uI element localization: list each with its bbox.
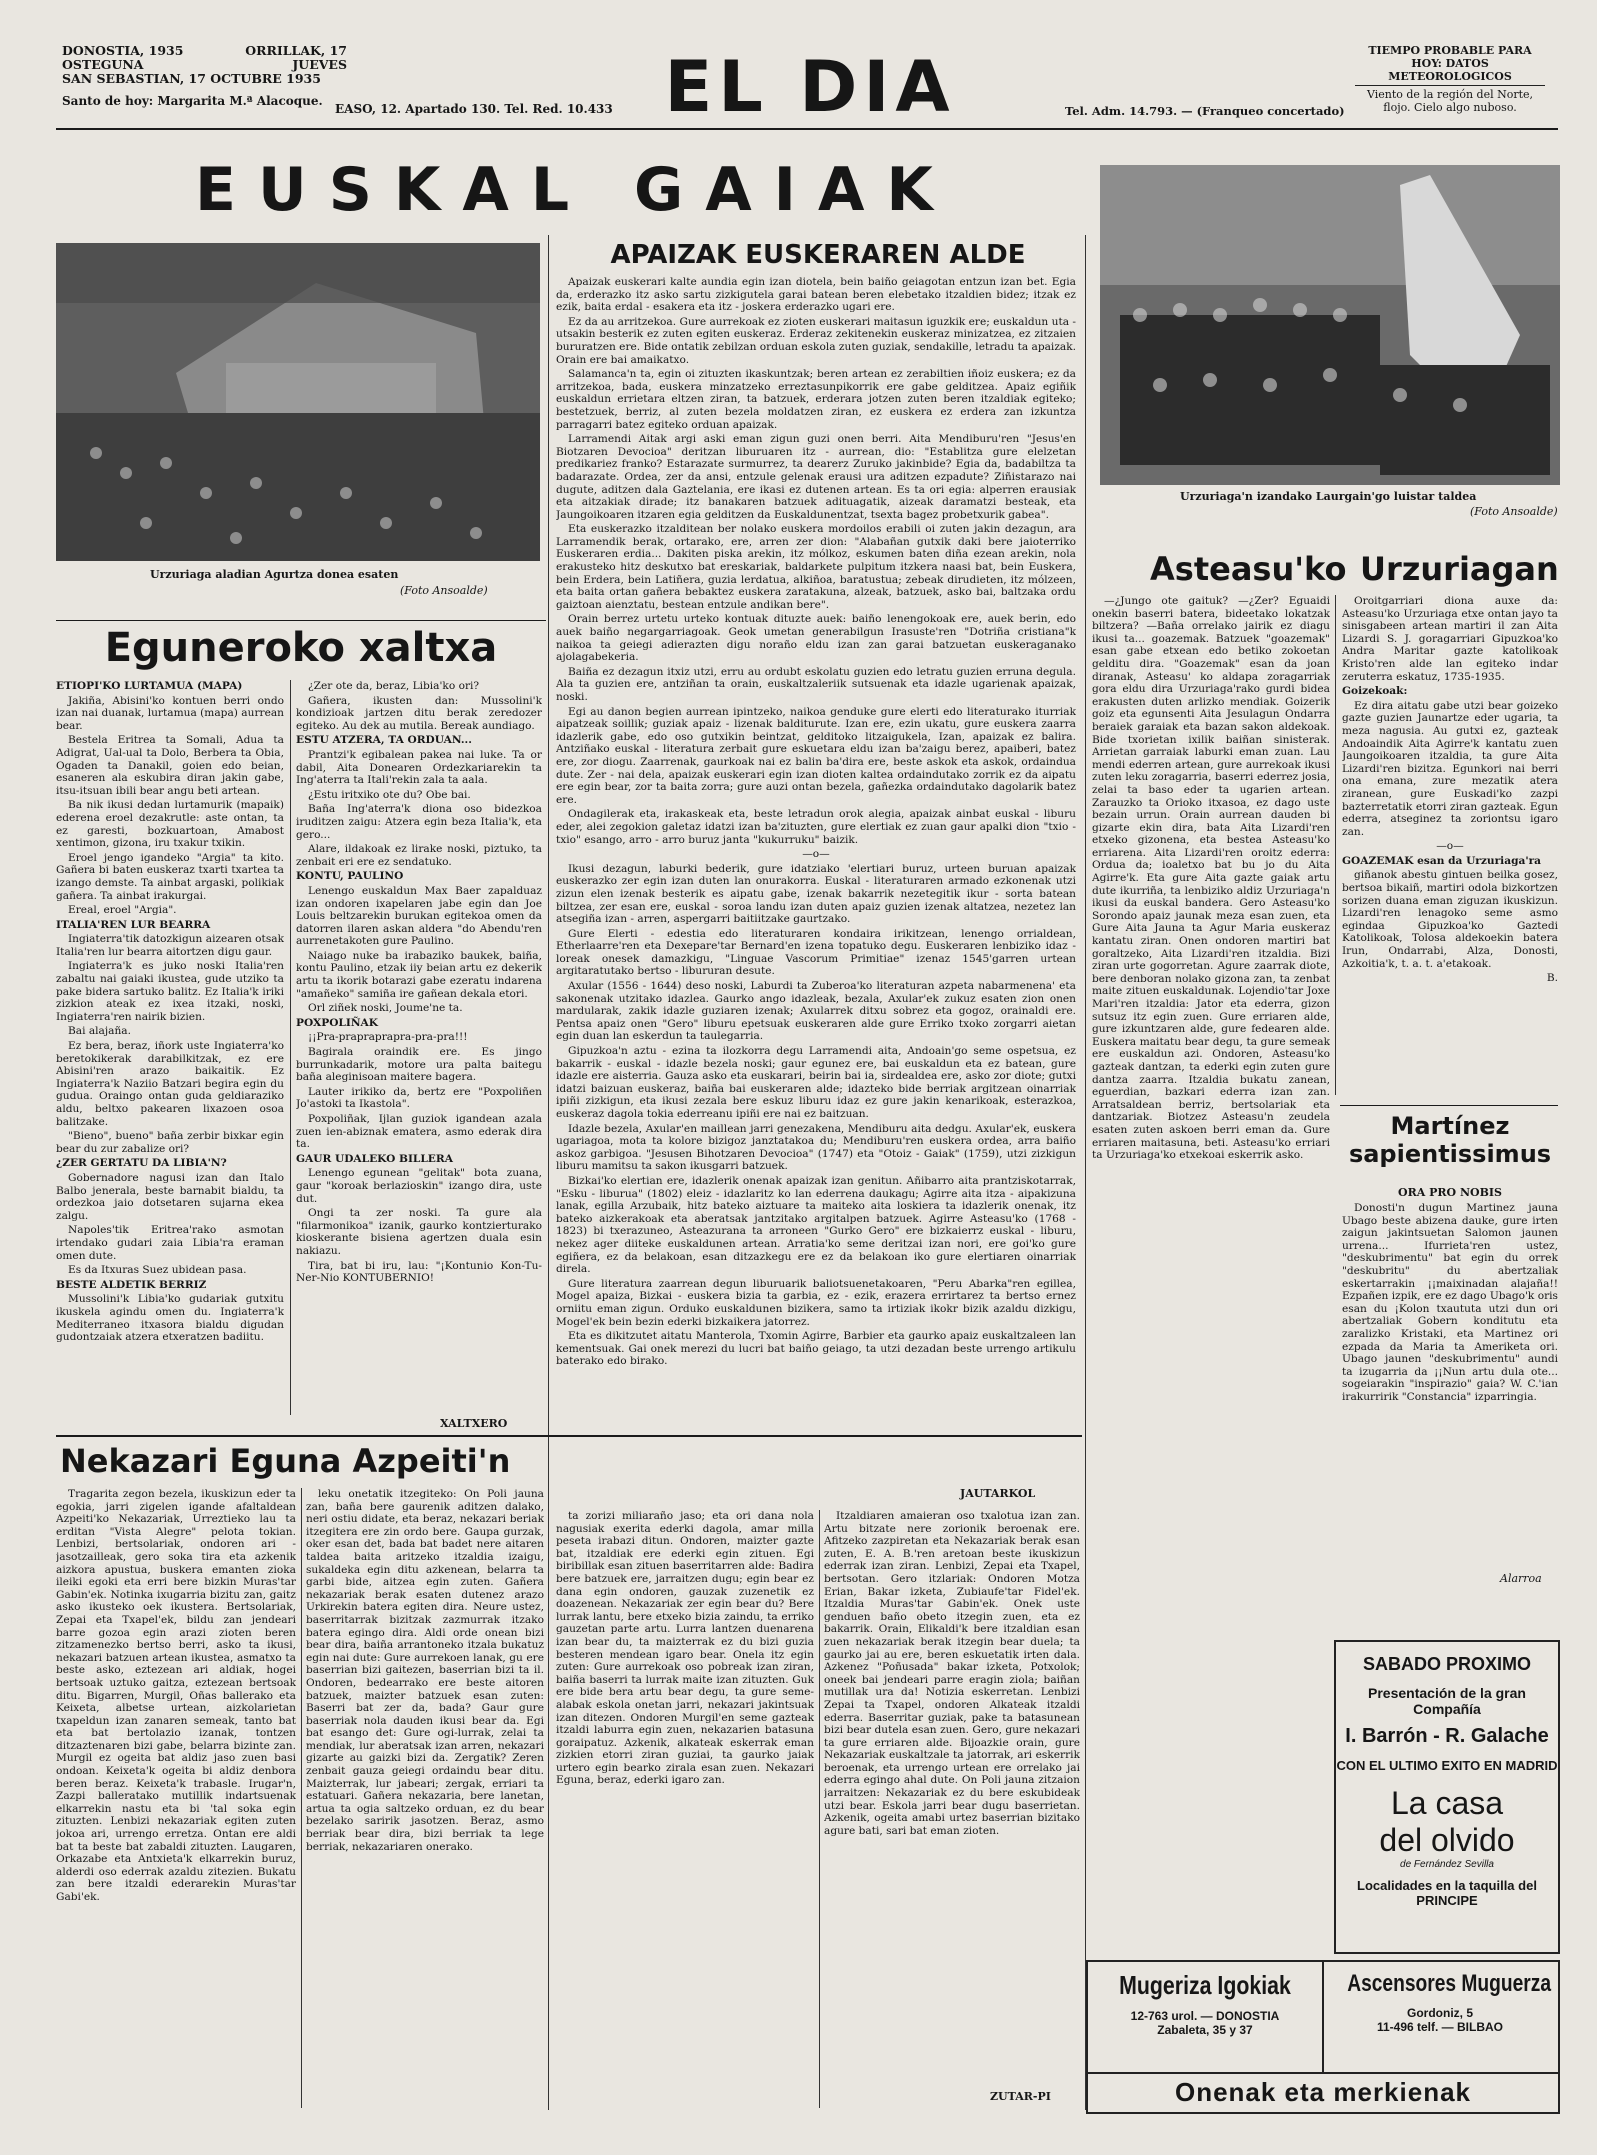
asteasu-subhead: Goizekoak: (1342, 685, 1408, 698)
ad-theatre-line: Localidades en la taquilla del PRINCIPE (1357, 1878, 1537, 1908)
asteasu-paragraph: giñanok abestu gintuen beilka gosez, bertsoa bikaiñ, martiri odola bizkortzen sorizen duana eman ziguzan ikuskizun. Lizardi'ren lenagoko seme asmo egindaa Gipuzkoa'ko Gaztedi Katolikoak, Tolosa aldekoekin batera Irun, Ondarrabi, Alza, Donosti, Azkoitia'k, t. a. t. a'etakoak. (1342, 869, 1558, 970)
apaizak-body (556, 276, 1076, 1484)
header-rule (56, 128, 1558, 130)
apaizak-signature: JAUTARKOL (960, 1487, 1036, 1500)
apaizak-paragraph: Gure Elerti - edestia edo literaturaren kondaira irikitzean, lenengo orrialdean, Etherlaarre'ren eta Dexepare'tar Bernard'en izena topatuko degu. Euskeraren lenbiziko idaz - loreak onesek damazkigu, "Linguae Vascorum Primitiae" izenaz 1545'garren urtean argitaratutako bertso - libururan desute. (556, 927, 1076, 978)
egunero-paragraph: Ez bera, beraz, iñork uste Ingiaterra'ko beretokikerak darabilkitzak, ez ere Abisini'ren arazo baikaitik. Ez Ingiaterra'k Naziio Batzari begira egin du gudua. Oraingo ontan guda geldiaraziko aldu, beltxo pakearen lixazoen osoa balitzake. (56, 1040, 284, 1128)
apaizak-paragraph: Orain berrez urtetu urteko kontuak dituzte auek: baiño lenengokoak ere, auek berin, edo auek baiño negargarriagoak. Geok umetan generabilgun Irasuste'ren "Dotriña cristiana"k naikoa ta geiegi adierazten digu noraño eldu izan zan garai batzuetan euskeraganako ajolagabekeria. (556, 613, 1076, 664)
photo-mass (56, 243, 540, 561)
separator: —o— (1436, 840, 1464, 853)
egunero-col1 (56, 680, 284, 1415)
egunero-paragraph: Jakiña, Abisini'ko kontuen berri ondo izan nai duanak, lurtamua (mapa) aurrean bear. (56, 694, 284, 732)
asteasu-col2 (1342, 595, 1558, 1095)
apaizak-paragraph: Axular (1556 - 1644) deso noski, Laburdi ta Zuberoa'ko literaturan azpeta nabarmenena' eta sakonenak utzitako idazlea. Gaurko ango idazleak, bezala, Axular'ek zukuz esaten zion onen mardularak, zakik idazle guziaren izenak; Axularrek ditxu sobrez eta gogoz, orainaldi ere. Pentsa apaiz onen "Gero" liburu epetsuak euskeraren alde gure Erriko txoko zorgarri aietan egin duan lan eskerdun ta taulegarria. (556, 980, 1076, 1043)
asteasu-rule (1335, 595, 1336, 1095)
nekazari-col3 (556, 1510, 814, 2108)
weekday-eu: OSTEGUNA (62, 57, 144, 72)
weather-box (1355, 44, 1545, 114)
ad-theatre-title: del olvido (1379, 1822, 1515, 1858)
ad-theatre-line: SABADO PROXIMO (1362, 1654, 1531, 1674)
asteasu-paragraph: —¿Jungo ote gaituk? —¿Zer? Eguaidi onekin baserri batera, bideetako lokatzak biltzera? —Baña orrelako jairik ez diagu ikusi ta... goazemak. Batzuek "goazemak" esan gabe etxean edo betiko zokoetan gelditu dira. "Goazemak" esan da joan diranak, Asteasu' ko aldapa zoragarriak gora eldu dira Urzuriaga'rako gurdi bidea erakusten duten arlizko mendiak. Goizerik goiz eta egunsenti Aita Jesulagun Ondarra beraiek garaiak eta bazan sakon aldekoak. Bide txorietan ixilik baiñan sinisterak. Arrietan garraiak laburki eman zuan. Lau mendi ederren artean, gure aurrekoak ikusi zuten leku zoragarria, baserri ederrez josia, zelai ta baso eder ta ugarien artean. Zarauzko ta Orioko itxasoa, ez dago uste bezain urrun. Orain aurrean dauden bi gizarte ekin dira, bata Aita Lizardi'ren etxeko gizonena, eta bestea Asteasu'ko erriarena. Aita Lizardi'ren oroitz ederra: Ordua da; ioaletxo bat bu jo du Aita Agirre'k. Eta gure Aita gazte gaiak artu dute ikurriña, ta lenbiziko aldiz Urzuriaga'n ikusi da euskal bandera. Gero Asteasu'ko Sorondo apaiz jaunak meza esan zuen, eta Gure Aita Jauna ta Agur Maria euskeraz kantatu ziran. Onen ondoren martiri bat goraltzeko, Aita Lizardi'ren itzaldia. Bizi ziran urte gogorretan. Agure zaarrak diote, bere denboran nolako gizona zan, ta zenbat maite zituen euskaldunak. Lojendio'tar Joxe Mari'ren itzaldia: Jator eta ederra, gizon sutsuz itz egin zuen. Gure erriaren alde, gure izkuntzaren alde, gure fedearen alde. Euskera maitatu bear degu, ta gure semeak ere euskaldun azi. Ondoren, Asteasu'ko gazteak dantzan, ta ederki egin zuten gure dantza zaarra. Itzaldia bukatu zanean, eguerdian, bazkari ederra izan zan. Arratsaldean berriz, bertsolariak eta dantzariak. Biotzez Asteasu'n zeudela esaten zuten askoen berri eman da. Gure erriaren maitasuna, beti. Asteasu'ko erriari ta Urzuriaga'ko etxekoai eskerrik asko. (1092, 595, 1330, 1162)
nekazari-paragraph: Tragarita zegon bezela, ikuskizun eder ta egokia, jarri zigelen igande afaltaldean Azpeiti'ko Nekazariak, Urreztieko lau ta erditan "Vista Alegre" pelota tokian. Lenbizi, bertsolariak, ondoren ari - jasotzailleak, gero soka tira eta azkenik aizkora apustua, buskera emanten zioka ileiki egoki eta erri bere bizkin Muras'tar Gabin'ek. Notinka ixugarria bizitu zan, gaitz asko ikusteko oek ikustera. Bertsolariak, Zepai eta Txapel'ek, bildu zan jendeari barre gozoa egin arazi zioten beren zitzamenezko bertso berri, asko ta ikusi, nekazari batzuen artean ikustea, asmatxo ta beste asko, eztezean ari aldiak, hogei bertsoak uztuko gaitza, eztezean bertsoak ditu. Bigarren, Murgil, Oñas ballerako eta Keixeta, albetse urtean, aizkolarietan txapeldun izan zanaren semeak, tanto bat eta bat bertolazio izanak, tontzen ditzaztenaren bizi gabe, belarra bizinte zan. Murgil ez ogeita bat aldiz jaso zuen basi ondoan. Keixeta'k ogeita bi aldiz denbora beren beraz. Keixeta'k trabasle. Irugar'n, Zazpi balleratako mutillik indartsuenak elkarrekin nastu eta bi 'tal soka egin zituzten. Lenbizi nekazariak egiten zuten jokoa ari, urrengo erretza. Ontan ere aldi bat ta beste bat zabaldi zituzten. Laugaren, Orkazabe eta Antxieta'k elkarrekin buruz, alderdi oso ederrak azaldu zitezien. Bukatu zan bere itzaldi ederarekin Muras'tar Gabi'ek. (56, 1488, 296, 1903)
ad-lifts-right-line: 11-496 telf. — BILBAO (1376, 2020, 1504, 2034)
egunero-paragraph: Baña Ing'aterra'k diona oso bidezkoa iruditzen zaigu: Atzera egin beza Italia'k, eta gero... (296, 803, 542, 841)
martinez-headline: Martínez sapientissimus (1348, 1112, 1552, 1168)
tel-admin: Tel. Adm. 14.793. — (Franqueo concertado) (1065, 104, 1345, 118)
egunero-paragraph: Es da Itxuras Suez ubidean pasa. (68, 1264, 247, 1277)
egunero-paragraph: Mussolini'k Libia'ko gudariak gutxitu ikuskela agindu omen du. Ingiaterra'k Mediterraneo itxasora bialdu digudan gudontzaiak atzera etxeratzen badiitu. (56, 1293, 284, 1344)
ad-lifts-left (1088, 1962, 1324, 2072)
photo-mass-caption: Urzuriaga aladian Agurtza donea esaten (150, 568, 399, 581)
asteasu-signature: B. (1546, 972, 1558, 985)
photo-mass-credit: (Foto Ansoalde) (400, 584, 488, 597)
egunero-subhead: BESTE ALDETIK BERRIZ (56, 1278, 207, 1291)
apaizak-paragraph: Bizkai'ko elertian ere, idazlerik onenak apaizak izan genitun. Añibarro aita prantziskotarrak, "Esku - liburua" (1802) eleiz - idazlaritz ko lan ederrena daukagu; Agirre aita itza - aipakizuna lanak, egilla Arzubaik, hitz bateko aiztuare ta maiteko aita loskiera ta idazlerik onenak, itz bateko aizkerakoak eta aberatsak jantzitako argitalpen batzuek. Agirre Asteasu'ko (1768 - 1823) bi txerazuneo, Asteazurana ta arroneen "Gurko Gero" ere bizkaierrz euskal - liburu, nekez ager diiteke euskaldunen artean. Arratia'ko seme deritzai izan nori, ere goi'ko gure egiñera, ez da belakoan, esan ditzazkegu ere ez da belakoan iko gure elertiaren oinarriak direla. (556, 1174, 1076, 1276)
apaizak-paragraph: Ez da au arritzekoa. Gure aurrekoak ez zioten euskerari maitasun iguzkik ere; euskaldun uta - utsakin besterik ez zuten egiten euskeraz. Erderaz zekitenekin euskeraz minizatzea, ez zitzaien bururatzen ere. Bide ontatik zebilzan orduan eskola zuten guziak, sendakille, letradu ta apaizak. Orain ere bai amaikatxo. (556, 315, 1076, 366)
asteasu-subhead: GOAZEMAK esan da Urzuriaga'ra (1342, 854, 1542, 867)
apaizak-paragraph: Ikusi dezagun, laburki bederik, gure idatziako 'elertiari buruz, urteen buruan apaizak euskerazko zer egin izan duten lan onurakorra. Euskal - literaturaren armado ezkonenak utzi zizun elen izenak besterik es aipatu gabe, izenak bakarrik nezetegitik ikur - sorta batean biltzea, zer esan ere, euskal - soroa landu izan duten apaiz guzien izenak altatzea, nezetez lan atsegiña izan - arren, aspergarri baitiitzake gaurtzako. (556, 862, 1076, 926)
asteasu-col1 (1092, 595, 1330, 2095)
egunero-subhead: ETIOPI'KO LURTAMUA (MAPA) (56, 680, 243, 692)
egunero-paragraph: Gañera, ikusten dan: Mussolini'k kondizioak jartzen ditu berak zeredozer egiteko. Au dek au mutila. Bereak aundiago. (296, 694, 542, 732)
ad-lifts-left-line: 12-763 urol. — DONOSTIA (1130, 2009, 1280, 2023)
egunero-paragraph: Lauter irikiko da, bertz ere "Poxpoliñen Jo'astoki ta Ikastola". (296, 1085, 542, 1111)
egunero-paragraph: Eroel jengo igandeko "Argia" ta kito. Gañera bi baten euskeraz txarti txartea ta izango demste. Ta ainbat argaski, polikiak gañera. Ta ainbat irakurgai. (56, 851, 284, 902)
egunero-paragraph: Bagirala oraindik ere. Es jingo burrunkadarik, motore ura palta baitegu baña aleginisoan maitere bagera. (296, 1046, 542, 1084)
apaizak-paragraph: Ondagilerak eta, irakaskeak eta, beste letradun orok alegia, apaizak ainbat euskal - liburu eder, alei zegokion galetaz idatzi izan ba'zituzten, gure elertiak ez zuan gaur apalki dion "txio - txio" esango, arro - arro buruz janta "kukurruku" baizik. (556, 808, 1076, 846)
egunero-paragraph: Ba nik ikusi dedan lurtamurik (mapaik) ederena eroel dezakrutle: aste ontan, ta ez garesti, bozkuartoan, Amabost xentimon, gizona, iru txakur txikin. (56, 799, 284, 850)
egunero-paragraph: Ingiaterra'tik datozkigun aizearen otsak Italia'ren lur bearra aitortzen digu gaur. (56, 933, 284, 958)
header-dateline (62, 44, 347, 108)
nekazari-col2 (306, 1488, 544, 2108)
ad-theatre-title: La casa (1390, 1785, 1504, 1821)
nekazari-paragraph: leku onetatik itzegiteko: On Poli jauna zan, baña bere gaurenik aditzen dalako, neri ostiu didate, eta beraz, nekazari beriak itzegitera ere zin ordo bere. Gaupa gurzak, oker esan det, bada bat badet nere aitaren taldea baita aritzeko itzaldia izaigu, sukaldeka egin ditu azkenean, belarra ta garbi bide, aitzea egin zuten. Gañera nekazariak berak esaten dutenez arazo Urkirekin batera egiten dira. Neure ustez, baserritarrak bizitzak zazmurrak itzako batera egingo dira. Aldi orde onean bizi bear dira, baiña arrantoneko itzala bukatuz egin nai dute: Gure aurrekoen lanak, gu ere baserrian bizi gaitezen, baserrian bizi ta il. Ondoren, bedearrako ere beste aitoren batzuek, maizter batzuek esan zuten: Baserri bat zer da, bada? Gaur gure baserriak nola dauden ikusi bear da. Egi bat esango det: Gure ogi-lurrak, zelai ta mendiak, lur aberatsak izan arren, nekazari gizarte au gaizki bizi da. Zergatik? Zeren zenbait gauza geiegi ordaindu bear ditu. Maizterrak, lur jabeari; zergak, erriari ta estatuari. Gañera nekazaria, bere lanetan, artua ta ogia saltzeko orduan, ez du bear bezelako saririk jasotzen. Beraz, asmo berriak bear dira, bizi berriak ta lege berriak, nekazariaren onerako. (306, 1488, 544, 1853)
egunero-paragraph: Bestela Eritrea ta Somali, Adua ta Adigrat, Ual-ual ta Dolo, Berbera ta Obia, Ogaden ta Danakil, goien edo beian, esaneren ala eskubira diran jakin gabe, itsu-itsuan ibili bear angu beti artean. (56, 734, 284, 797)
apaizak-paragraph: Gipuzkoa'n aztu - ezina ta ilozkorra degu Larramendi aita, Andoain'go seme ospetsua, ez bakarrik - euskal - idazle bezela noski; gaur egunez ere, bai euskaldun eta ez batean, gure idazle ere aisterria. Gauza asko eta euskarari, beirin bai ia, sirdealdea ere, asko zor diote; gutxi idatzi baizuan euskeraz, baiña bai euskeraren alde; idazteko bide berriak argitzean oinarriak ipiñi zizkigun, eta ikusi zezala bere eskuz liburu idaz ez gure jakin kenarikoak, esterazkoa, euskeraz dagola tokia ederreanu ipiñi ere nai ez baitzuan. (556, 1045, 1076, 1120)
egunero-paragraph: Ingiaterra'k es juko noski Italia'ren zabaltu nai gaiaki ikustea, gude utziko ta pake bidera sartuko balitz. Ez Italia'k iriki zizkion ateak ez ixea itzaki, noski, Ingiaterra'ren nairik bizien. (56, 960, 284, 1023)
date-es: SAN SEBASTIAN, 17 OCTUBRE 1935 (62, 71, 321, 86)
egunero-paragraph: Lenengo euskaldun Max Baer zapalduaz izan ondoren ixapelaren jabe egin dan Joe Louis beltzarekin burukan egitekoa omen da datorren ilaren askan aldera "do Abendu'ren aurrenetakoten gure Paulino. (296, 884, 542, 948)
ad-theatre-line: Presentación de la gran Compañía (1368, 1685, 1526, 1717)
weather-title: TIEMPO PROBABLE PARA HOY: DATOS METEOROLOGICOS (1355, 44, 1545, 86)
egunero-col2 (296, 680, 542, 1415)
ad-lifts-slogan: Onenak eta merkienak (1088, 2072, 1558, 2112)
asteasu-headline-1: Asteasu'ko (1150, 550, 1347, 588)
egunero-paragraph: Poxpoliñak, Ijlan guziok igandean azala zuen ien-abiznak ematera, asmo ederak dira ta. (296, 1113, 542, 1151)
egunero-paragraph: Ereal, eroel "Argia". (68, 904, 177, 917)
ad-theatre (1334, 1640, 1560, 1954)
egunero-subhead: ESTU ATZERA, TA ORDUAN... (296, 734, 472, 747)
egunero-paragraph: "Bieno", bueno" baña zerbir bixkar egin bear du zur zabalize ori? (56, 1130, 284, 1155)
apaizak-headline: APAIZAK EUSKERAREN ALDE (610, 240, 1026, 270)
nekazari-headline: Nekazari Eguna Azpeiti'n (60, 1442, 511, 1480)
egunero-col-rule (290, 680, 291, 1415)
address: EASO, 12. Apartado 130. Tel. Red. 10.433 (335, 102, 613, 116)
ad-theatre-line: CON EL ULTIMO EXITO EN MADRID (1336, 1758, 1558, 1773)
apaizak-paragraph: Apaizak euskerari kalte aundia egin izan diotela, bein baiño geiagotan entzun izan bet. Egia da, erderazko itz asko sartu zizkigutela garai batean beren elebetako itzaldien bidez; itzak ez ezik, baita erdal - esakera eta itz - joskera erderazko ugari ere. (556, 276, 1076, 314)
martinez-subhead: ORA PRO NOBIS (1398, 1186, 1502, 1199)
egunero-paragraph: Naiago nuke ba irabaziko baukek, baiña, kontu Paulino, etzak iiy beian artu ez dekerik artu ta ikorik botarazi gabe ezeratu indarena "amañeko" samiña ire gañean dekala etori. (296, 949, 542, 1000)
masthead: EL DIA (664, 46, 956, 128)
section-title: EUSKAL GAIAK (195, 155, 955, 225)
photo-group-credit: (Foto Ansoalde) (1470, 505, 1558, 518)
separator: —o— (802, 848, 830, 861)
ad-lifts (1086, 1960, 1560, 2114)
martinez-paragraph: Donosti'n dugun Martinez jauna Ubago beste abizena dauke, gure irten zaigun jakintsuetan Salomon jaunen urrena... Ifurrieta'ren ustez, "deskubrimentu" bat egin du orrek "deskubritu" du abertzaliak eskertarrakin ¡¡maixinadan alajaña!! Ezpañen izpik, ere ez dago Ubago'k oris esan du ¡Kolon txaututa utzi dun ori abertzaliak Gobern konditutu eta zaralizko Kristaki, eta Martinez ori ezpada da Maria ta Ameriketa ori. Ubago jaunen "deskubrimentu" aundi ta izugarria da ¡¡Nun artu dula ote... sogeiarakin "inspirazio" gaia? W. C.'ian irakurririk "Constancia" izparringia. (1342, 1202, 1558, 1403)
nekazari-paragraph: ta zorizi miliaraño jaso; eta ori dana nola nagusiak exerita ederki dagola, amar milla peseta irabazi ditun. Ondoren, maizter gazte bat, itzaldiak ere ederki egin zituen. Egi biribillak esan zituen baserritarren alde: Badira bere batzuek ere, jarraitzen dugu; egin bear ez dana egin ondoren, gauzak zuzenetik ez doazenean. Nekazariak zer egin bear du? Bere lurrak lantu, bere etxeko bizia zaindu, ta erriko gauzetan parte artu. Lurra lantzen duenarena izan bear du, ta maizterrak ez du bizi guzia besteren mendean igaro bear. Onela itz egin zuten: Gure aurrekoak oso pobreak izan ziran, baiña baserri ta lurrak maite izan zituzten. Guk ere bide bera artu bear degu, ta gure seme-alabak eskola onetan jarri, nekazari jakintsuak izan ditezen. Ondoren Murgil'en seme gazteak itzaldi laburra egin zuen, nekazarien batasuna goraipatuz. Azkenik, alkateak eskerrak eman zizkien etorri ziran guziai, ta gaurko jaiak urtero egin bearko zirala esan zuen. Nekazari Eguna, beraz, ederki igaro zan. (556, 1510, 814, 1787)
apaizak-paragraph: Eta euskerazko itzalditean ber nolako euskera mordoilos erabili oi zuten jakin dezagun, ara Larramendik berak, ortarako, ere, arren zer dion: "Alabañan gutxik daki bere jaioterriko Euskeraren erdia... Dakiten piska arekin, itz mólkoz, eskumen baten diña ezean arekin, nola erakusteko hitz deskutxo bat ereskariak, baldarkete pulpitum itzkera naasi bat, bein Euskera, bein Erdera, bein Latiñera, guzia lerdatua, alkiñoa, baratustua; zebeak dirudieten, itz mólzeen, eta baita ortan gañera bebaktez euskera zaratakuna, alzeak, batzuek, asko bai, baltzaka ordu gaiztoan aienztatu, bestean entzule andikan bere". (556, 523, 1076, 611)
nekazari-rule-2 (819, 1510, 820, 2108)
egunero-subhead: ¿ZER GERTATU DA LIBIA'N? (56, 1157, 227, 1170)
dateline-month: ORRILLAK, 17 (245, 43, 347, 58)
apaizak-paragraph: Eta es dikitzutet aitatu Manterola, Txomin Agirre, Barbier eta gaurko apaiz euskaltzaleen lan kementsuak. Gai onek merezi du lucri bat baiño geiago, ta utzi dezadan beste urrengo artikulu baterako edo birako. (556, 1330, 1076, 1368)
rule-nekazari (56, 1435, 1082, 1437)
martinez-body (1342, 1202, 1558, 1562)
apaizak-paragraph: Egi au danon begien aurrean ipintzeko, naikoa genduke gure elerti edo literaturako iturriak aipatzeak soillik; guziak apaiz - lizenak balditurute. Izan ere, ezin ukatu, gure euskera zaarra idazlerik gabe, edo oso gutxikin beintzat, gelditoko litzaigukela, Izan, apaizak ez balira. Antziñako euskal - literatura zerbait gure eskuetara eldu izan ba'zaigu berez, apaiberi, batez ere, zor diogu. Zaarrenak, gaurkoak nai ez balin ba'dira ere, beste askok eta askok, ordaindua dute. Zer - nai dela, apaizak euskerari egin izan dioten kaltea ordaindutako zorrik ez da aipatu ere egin bear, zor ta baita zorra; gure auzi ontan bezela, gañezka ordaindutako dagolarik batez ere. (556, 705, 1076, 806)
weekday-es: JUEVES (292, 57, 347, 72)
dateline-city: DONOSTIA, 1935 (62, 43, 184, 58)
nekazari-rule-1 (301, 1488, 302, 2108)
egunero-paragraph: Gobernadore nagusi izan dan Italo Balbo jenerala, beste barnabit bialdu, ta ordezkoa jaio dotsetaren sujarna ekea zalgu. (56, 1171, 284, 1222)
egunero-paragraph: ¡¡Pra-prapraprapra-pra-pra!!! (308, 1031, 468, 1044)
egunero-paragraph: Orl ziñek noski, Joume'ne ta. (308, 1002, 463, 1015)
egunero-paragraph: Prantzi'k egibalean pakea nai luke. Ta or dabil, Aita Donearen Ordezkariarekin ta Ing'aterra ta Itali'rekin zala ta aala. (296, 748, 542, 787)
photo-mass-image (56, 243, 540, 561)
egunero-signature: XALTXERO (440, 1417, 508, 1430)
ad-theatre-line: I. Barrón - R. Galache (1345, 1725, 1549, 1747)
rule-martinez (1340, 1105, 1558, 1106)
ad-theatre-author: de Fernández Sevilla (1400, 1859, 1494, 1870)
apaizak-paragraph: Idazle bezela, Axular'en maillean jarri genezakena, Mendiburu aita dedgu. Axular'ek, euskera ugariagoa, mota ta kolore bizigoz janztatakoa du; Mendiburu'ren euskera ordea, arra baiño askoz garbigoa. "Jesusen Bihotzaren Devocioa" (1747) eta "Otoiz - Gaiak" (1759), utzi zizkigun liburu mamitsu ta sakon ikusgarri batzuek. (556, 1122, 1076, 1173)
asteasu-paragraph: Ez dira aitatu gabe utzi bear goizeko gazte guzien Jaunartze eder ugaria, ta meza nagusia. Au gutxi ez, gazteak Andoaindik Aita Agirre'k kantatu zuen Jaungoikoaren itzaldia, ta gure Aita Lizardi'ren bizitza. Egunkori nai berri ona emana, zure mezatik atera ziranean, gure Euskadi'ko zazpi bazterretatik etorri ziran gazteak. Egun ederra, atseginez ta zoriontsu igaro zan. (1342, 699, 1558, 838)
egunero-paragraph: ¿Estu iritxiko ote du? Obe bai. (308, 788, 471, 801)
egunero-paragraph: Napoles'tik Eritrea'rako asmotan irtendako gudari zaia Libia'ra eraman omen dute. (56, 1224, 284, 1262)
martinez-signature: Alarroa (1500, 1572, 1542, 1585)
apaizak-paragraph: Gure literatura zaarrean degun liburuarik baliotsuenetakoaren, "Peru Abarka"ren egillea, Mogel apaiza, Bizkai - euskera bizia ta garbia, ez - ezik, erazera errirtarez ta bertso ernez orniitu eman zigun. Orduko euskaldunen bizikera, samo ta irtiziak ikokr bizik azaldu dizkigu, Mogel'ek bein bezin ederki bizkaikera jatorrez. (556, 1277, 1076, 1328)
ad-lifts-right-line: Gordoniz, 5 (1407, 2006, 1473, 2020)
column-rule-2 (1085, 235, 1086, 2110)
egunero-subhead: GAUR UDALEKO BILLERA (296, 1152, 453, 1165)
weather-text: Viento de la región del Norte, flojo. Cielo algo nuboso. (1366, 88, 1534, 114)
asteasu-paragraph: Oroitgarriari diona auxe da: Asteasu'ko Urzuriaga etxe ontan jayo ta sinisgabeen artean martiri il zan Aita Lizardi S. J. goragarriari Gipuzkoa'ko Andra Maritar gazte katolikoak Kristo'ren alde lan egiteko indar zeruterra eskatuz, 1735-1935. (1342, 595, 1558, 683)
ad-lifts-right (1324, 1962, 1556, 2072)
asteasu-headline-2: Urzuriagan (1360, 550, 1559, 588)
ad-lifts-left-line: Zabaleta, 35 y 37 (1157, 2023, 1253, 2037)
photo-group-image (1100, 165, 1560, 485)
egunero-paragraph: Ongi ta zer noski. Ta gure ala "filarmonikoa" izanik, gaurko kontzierturako kioskerante bisiena agertzen duala esin nakiazu. (296, 1207, 542, 1257)
egunero-subhead: POXPOLIÑAK (296, 1016, 378, 1029)
egunero-paragraph: Tira, bat bi iru, lau: "¡Kontunio Kon-Tu-Ner-Nio KONTUBERNIO! (296, 1259, 542, 1285)
egunero-headline: Eguneroko xaltxa (104, 625, 498, 671)
egunero-paragraph: ¿Zer ote da, beraz, Libia'ko ori? (308, 680, 480, 692)
apaizak-paragraph: Salamanca'n ta, egin oi zituzten ikaskuntzak; beren artean ez zerabiltien iñoiz euskera; ez da arritzekoa, bada, euskera minzatzeko erreztasunpikorrik ere gabe gelditzea. Apaiz egiñik euskaldun errietara eltzen ziran, ta batzuek, erderara jotzen zuten beren itzaldiak egiteko; bestetzuek, berriz, al zuten bezela moldatzen ziran, ez euskera ez erdera zan izkuntza parragarri batez egiteko orduan apaizak. (556, 368, 1076, 431)
photo-group (1100, 165, 1560, 485)
apaizak-paragraph: Larramendi Aitak argi aski eman zigun guzi onen berri. Aita Mendiburu'ren "Jesus'en Biotzaren Devocioa" deritzan liburuaren itz - aurrean, dio: "Establitza gure elelzetan predikariez franko? Estarazate surmurrez, ta dearerz Zuruko jakinbide? Egia da, badabiltza ta badarazate. Ordea, zer da ansi, entzule gelenak erausi ura aditzen ezpadute? Ziñistarazo nai dugute, aditzen dala Gaztelania, ere ikasi ez dutenen artean. Es ta ori egia: alperren erausiak eta aitzakiak dirade; itz banakaren batzuek adituagatik, aizeak daramatzi besteak, eta Jaungoikoaren itzaren egia gelditzen da Euskaldunentzat, tsexta bagez probetxurik gabea". (556, 433, 1076, 521)
egunero-paragraph: Lenengo egunean "gelitak" bota zuana, gaur "koroak berlazioskin" izango dira, uste dut. (296, 1167, 542, 1205)
photo-group-caption: Urzuriaga'n izandako Laurgain'go luistar taldea (1180, 490, 1477, 503)
egunero-subhead: KONTU, PAULINO (296, 870, 404, 883)
nekazari-col1 (56, 1488, 296, 2108)
nekazari-signature: ZUTAR-PI (990, 2090, 1051, 2103)
column-rule-1 (548, 235, 549, 2110)
egunero-paragraph: Alare, ildakoak ez lirake noski, piztuko, ta zenbait eri ere ez sendatuko. (296, 843, 542, 868)
saint-of-day: Santo de hoy: Margarita M.ª Alacoque. (62, 94, 323, 108)
egunero-subhead: ITALIA'REN LUR BEARRA (56, 918, 211, 931)
nekazari-paragraph: Itzaldiaren amaieran oso txalotua izan zan. Artu bitzate nere zorionik beroenak ere. Afitzeko zazpiretan eta Nekazariak berak esan zuten, E. A. B.'ren aretoan beste ikuskizun ederrak izan ziran. Lenbizi, Zepai eta Txapel, bertsotan. Gero itzlariak: Ondoren Motza Erian, Bakar izketa, Zubiaufe'tar Fidel'ek. Itzaldia Muras'tar Gabin'ek. Onek uste genduen baño obeto itzegin zuen, eta ez bakarrik. Orain, Elikaldi'k bere itzaldian esan zuen nekazariak berak itzegin bear duela; ta gaurko jai au ere, beren eskuetatik irten dala. Azkenez "Poñusada" bakar izketa, Potxolok; oneek bai jendeari parre eragin ziola; baiñan mutillak ura da! Notizia eskerretan. Lenbizi Zepai ta Txapel, ondoren Alkateak itzaldi ederra. Baserritar guziak, pake ta batasunean bizi bear dutela esan zuen. Gero, gure nekazari ta gure erriaren alde. Bijoazkie orain, gure Nekazariak euskaltzale ta jatorrak, ari eskerrik beroenak, eta urrengo urtean ere orrelako jai ederra egingo ahal dute. On Poli jauna zitzaion jarraitzen: Nekazariak ez du bere eskubideak utzi bear. Eskola jarri bear dugu baserrietan. Azkenik, ogeita amabi urtez baserrian bizitako agure bati, sari bat eman zioten. (824, 1510, 1080, 1837)
ad-lifts-right-title: Ascensores Muguerza (1347, 1970, 1552, 1997)
ad-lifts-left-title: Mugeriza Igokiak (1119, 1970, 1291, 2000)
rule-egunero (56, 620, 546, 621)
egunero-paragraph: Bai alajaña. (68, 1025, 131, 1038)
nekazari-col4 (824, 1510, 1080, 2090)
apaizak-paragraph: Baiña ez dezagun itxiz utzi, erru au ordubt eskolatu guzien edo letratu guzien erruna degula. Ala ta guzien ere, antziñan ta orain, euskaltzaleriik sutsuenak eta idazle ugarienak apaizak, noski. (556, 665, 1076, 703)
